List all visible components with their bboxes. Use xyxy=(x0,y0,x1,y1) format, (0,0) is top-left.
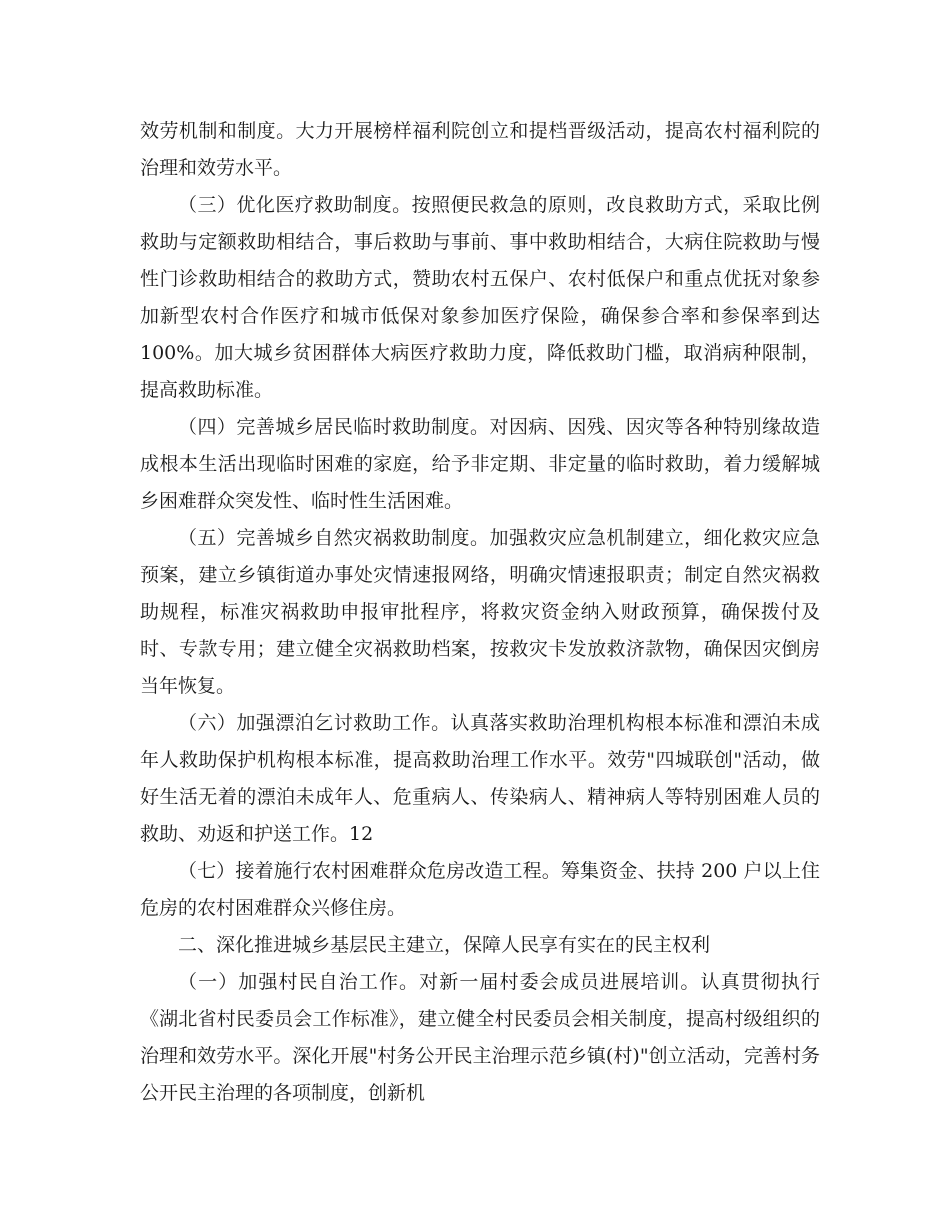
paragraph-villager-autonomy: （一）加强村民自治工作。对新一届村委会成员进展培训。认真贯彻执行《湖北省村民委员会工作标准》，建立健全村民委员会相关制度，提高村级组织的治理和效劳水平。深化开展"村务公开民主治理示范乡镇(村)"创立活动，完善村务公开民主治理的各项制度，创新机 xyxy=(140,971,820,1104)
paragraph-housing-project: （七）接着施行农村困难群众危房改造工程。筹集资金、扶持 200 户以上住危房的农村困难群众兴修住房。 xyxy=(140,860,820,919)
paragraph-disaster-aid: （五）完善城乡自然灾祸救助制度。加强救灾应急机制建立，细化救灾应急预案，建立乡镇街道办事处灾情速报网络，明确灾情速报职责；制定自然灾祸救助规程，标准灾祸救助申报审批程序，将救灾资金纳入财政预算，确保拨付及时、专款专用；建立健全灾祸救助档案，按救灾卡发放救济款物，确保因灾倒房当年恢复。 xyxy=(140,527,820,697)
document-body xyxy=(140,113,820,1112)
paragraph-vagrant-aid: （六）加强漂泊乞讨救助工作。认真落实救助治理机构根本标准和漂泊未成年人救助保护机构根本标准，提高救助治理工作水平。效劳"四城联创"活动，做好生活无着的漂泊未成年人、危重病人、传染病人、精神病人等特别困难人员的救助、劝返和护送工作。12 xyxy=(140,712,820,845)
paragraph-continuation: 效劳机制和制度。大力开展榜样福利院创立和提档晋级活动，提高农村福利院的治理和效劳水平。 xyxy=(140,120,820,179)
paragraph-medical-aid: （三）优化医疗救助制度。按照便民救急的原则，改良救助方式，采取比例救助与定额救助相结合，事后救助与事前、事中救助相结合，大病住院救助与慢性门诊救助相结合的救助方式，赞助农村五保户、农村低保户和重点优抚对象参加新型农村合作医疗和城市低保对象参加医疗保险，确保参合率和参保率到达 100%。加大城乡贫困群体大病医疗救助力度，降低救助门槛，取消病种限制，提高救助标准。 xyxy=(140,194,820,401)
paragraph-temporary-aid: （四）完善城乡居民临时救助制度。对因病、因残、因灾等各种特别缘故造成根本生活出现临时困难的家庭，给予非定期、非定量的临时救助，着力缓解城乡困难群众突发性、临时性生活困难。 xyxy=(140,416,820,512)
section-heading-democracy: 二、深化推进城乡基层民主建立，保障人民享有实在的民主权利 xyxy=(178,934,711,956)
